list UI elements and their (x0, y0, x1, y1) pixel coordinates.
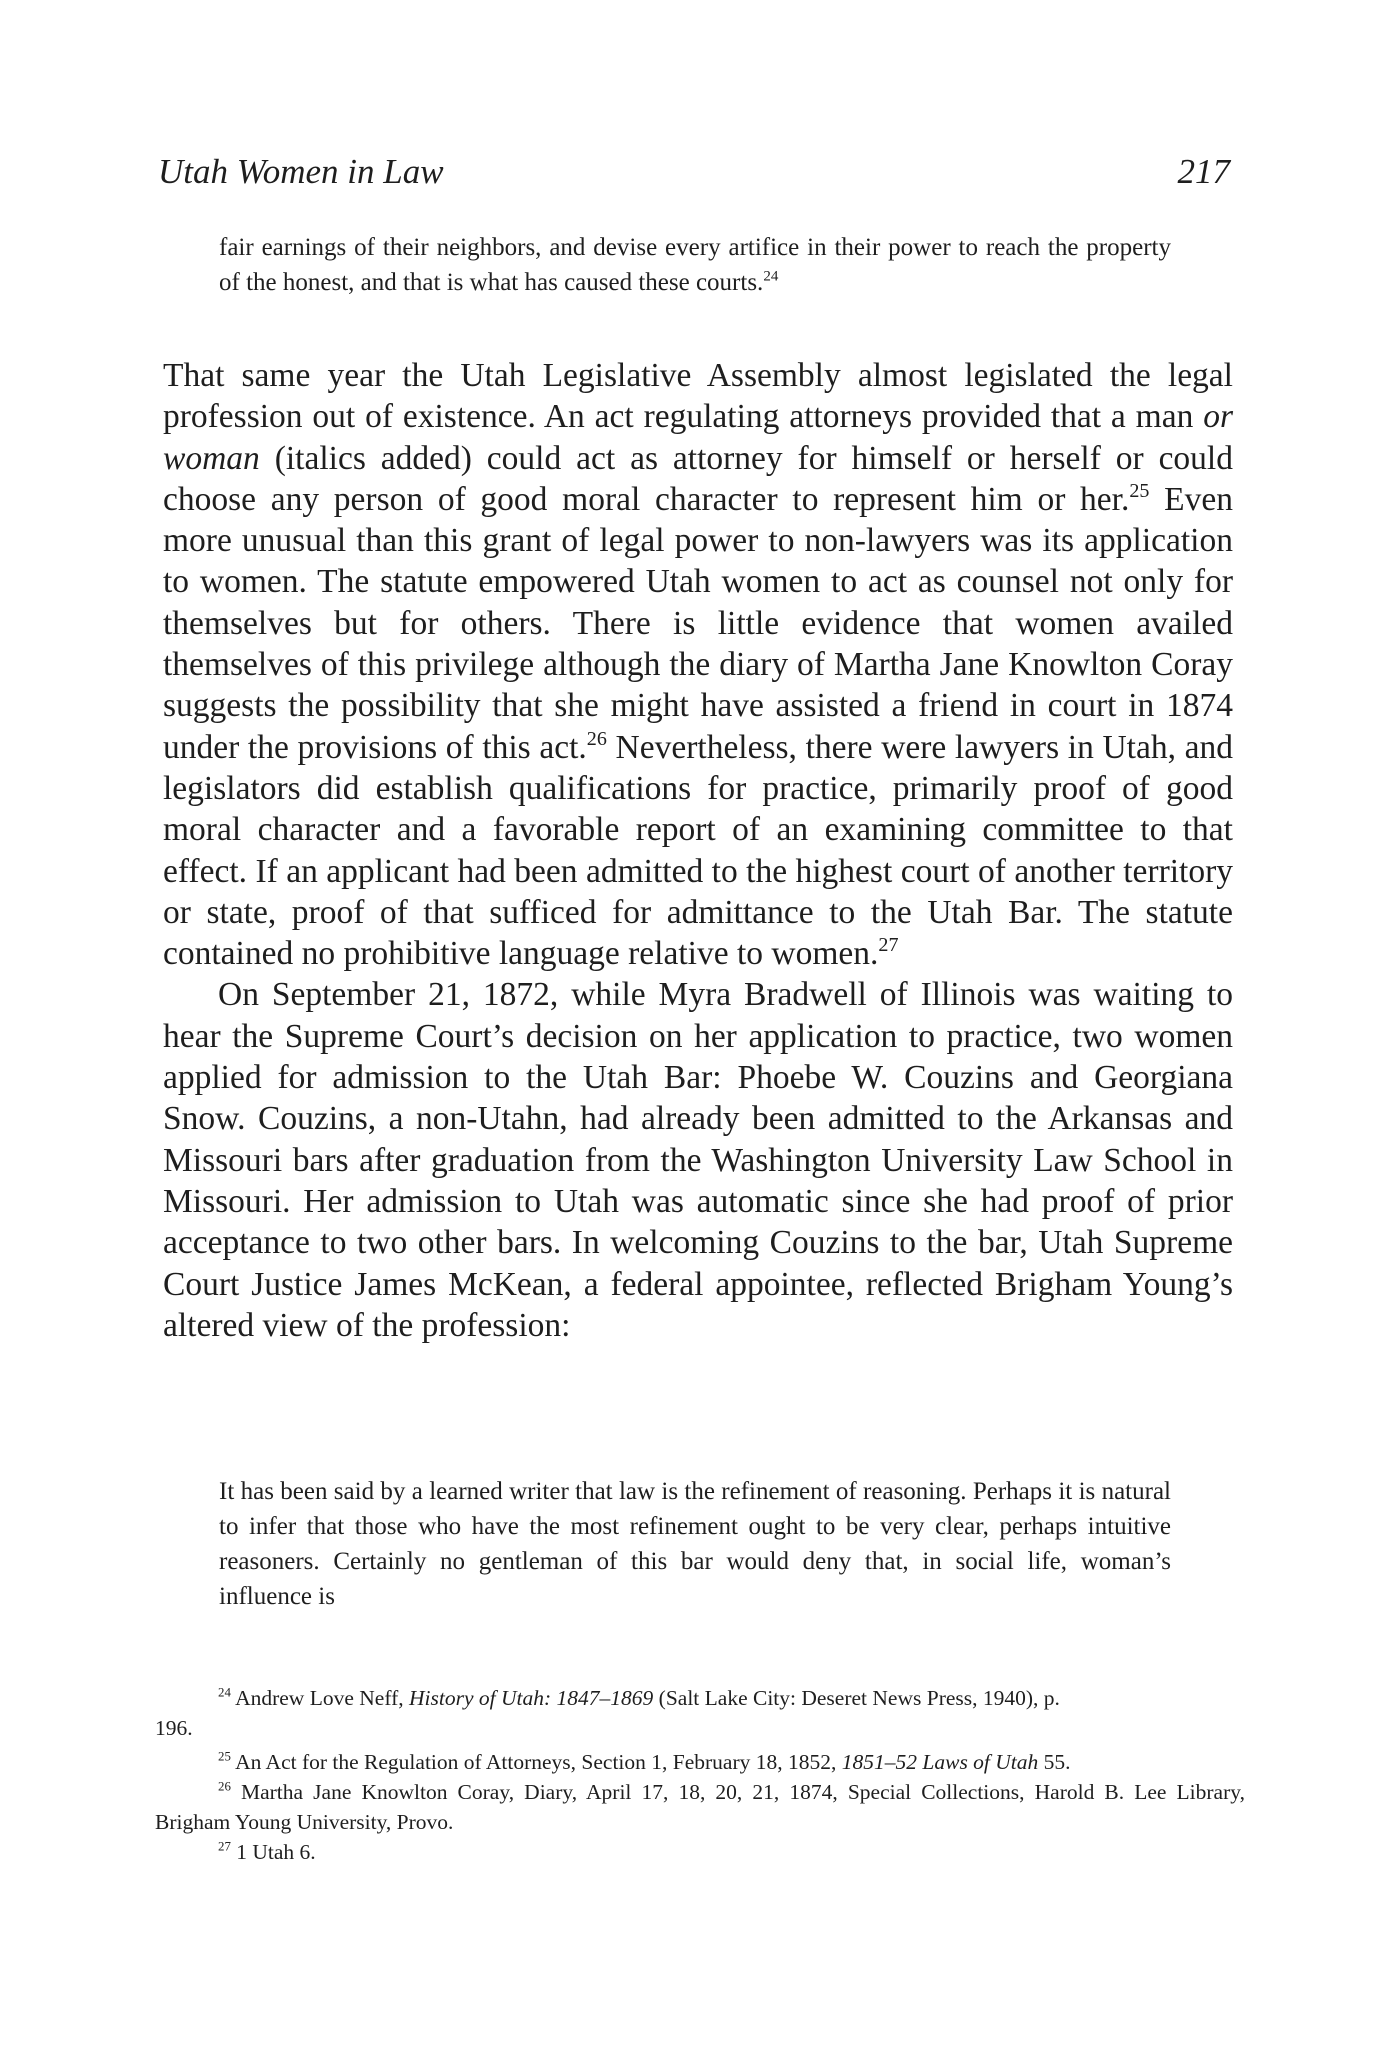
footnote-24: $^{24}$ Andrew Love Neff, History of Utah: 1847–1869 (Salt Lake City: Deseret News Press, 1940), p. (218, 1685, 1060, 1710)
footnote-ref: 26 (586, 727, 607, 750)
italic-text: 1851–52 Laws of Utah (841, 1750, 1039, 1774)
block-quote-continued: fair earnings of their neighbors, and devise every artifice in their power to reach the property of the honest, and that is what has caused these courts.$^{24}$ (219, 234, 1171, 296)
footnote-ref: 24 (763, 268, 779, 285)
footnote-ref: 24 (218, 1685, 231, 1700)
block-quote-mckean: It has been said by a learned writer that law is the refinement of reasoning. Perhaps it is natural to infer that those who have the most refinement ought to be very clear, perhaps intuitive reasoners. Certainly no gentleman of this bar would deny that, in social life, woman’s influence is (219, 1478, 1171, 1610)
italic-text: History of Utah: 1847–1869 (409, 1686, 654, 1710)
footnote-ref: 25 (218, 1749, 231, 1764)
footnote-ref: 27 (878, 934, 899, 957)
paragraph-legislative-assembly: That same year the Utah Legislative Assembly almost legislated the legal profession out of existence. An act regulating attorneys provided that a man or woman (italics added) could act as attorney for himself or herself or could choose any person of good moral character to represent him or her.$^{25}$ Even more unusual than this grant of legal power to non-lawyers was its application to women. The statute empowered Utah women to act as counsel not only for themselves but for others. There is little evidence that women availed themselves of this privilege although the diary of Martha Jane Knowlton Coray suggests the possibility that she might have assisted a friend in court in 1874 under the provisions of this act.$^{26}$ Nevertheless, there were lawyers in Utah, and legislators did establish qualifications for practice, primarily proof of good moral character and a favorable report of an examining committee to that effect. If an applicant had been admitted to the highest court of another territory or state, proof of that sufficed for admittance to the Utah Bar. The statute contained no prohibitive language relative to women.$^{27}$ (163, 357, 1233, 973)
body-text (163, 355, 1233, 1346)
running-title: Utah Women in Law (158, 152, 444, 191)
paragraph-september-1872: On September 21, 1872, while Myra Bradwell of Illinois was waiting to hear the Supreme Court’s decision on her application to practice, two women applied for admission to the Utah Bar: Phoebe W. Couzins and Georgiana Snow. Couzins, a non-Utahn, had already been admitted to the Arkansas and Missouri bars after graduation from the Washington University Law School in Missouri. Her admission to Utah was automatic since she had proof of prior acceptance to two other bars. In welcoming Couzins to the bar, Utah Supreme Court Justice James McKean, a federal appointee, reflected Brigham Young’s altered view of the profession: (163, 976, 1233, 1344)
italic-text: or woman (163, 398, 1233, 477)
footnote-27: $^{27}$ 1 Utah 6. (218, 1839, 316, 1864)
page-number: 217 (1177, 152, 1230, 191)
footnote-26: $^{26}$ Martha Jane Knowlton Coray, Diary, April 17, 18, 20, 21, 1874, Special Collections, Harold B. Lee Library, Brigham Young University, Provo. (155, 1779, 1245, 1834)
running-header (158, 152, 1230, 202)
footnote-24-continuation: 196. (155, 1716, 193, 1740)
footnote-ref: 26 (218, 1779, 231, 1794)
footnote-ref: 25 (1129, 479, 1150, 502)
footnote-25: $^{25}$ An Act for the Regulation of Attorneys, Section 1, February 18, 1852, 1851–52 Laws of Utah 55. (218, 1749, 1071, 1774)
footnote-ref: 27 (218, 1839, 231, 1854)
footnotes (155, 1683, 1245, 1867)
